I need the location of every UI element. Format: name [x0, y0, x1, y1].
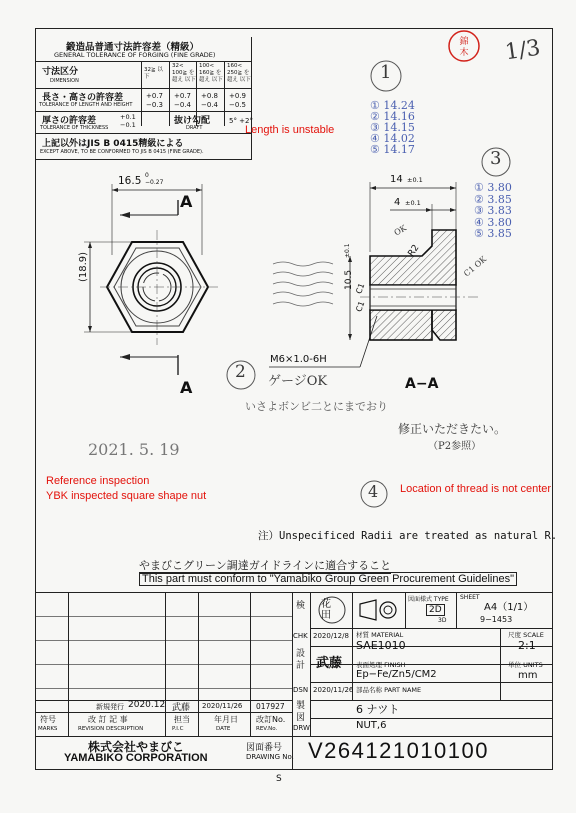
- tb-sheet-value: A4（1/1）: [484, 602, 534, 613]
- list3-item: ④ 3.80: [474, 215, 512, 229]
- tb-new-issue: 新規発行: [96, 703, 124, 711]
- fillet-ok-note: C1 OK: [462, 254, 489, 279]
- section-label: A−A: [405, 376, 439, 392]
- section-letter-top: A: [180, 192, 193, 211]
- list1-item: ③ 14.15: [370, 121, 415, 134]
- tb-col-revno-en: REV.No.: [256, 726, 278, 732]
- note-jp: 上記以外はJIS B 0415精級による: [42, 139, 184, 149]
- tb-col-date-en: DATE: [216, 726, 231, 732]
- svg-text:錦: 錦: [459, 37, 469, 47]
- approval-stamp-text: 花田: [321, 599, 331, 621]
- note-en: EXCEPT ABOVE, TO BE CONFORMED TO JIS B 0415 (FINE GRADE).: [40, 149, 204, 155]
- measurement-list-1: [370, 100, 415, 155]
- tb-partname-jp: 6 ナツト: [356, 703, 400, 716]
- thickness-label-jp: 厚さの許容差: [42, 116, 97, 126]
- tb-partname-en: NUT,6: [356, 720, 387, 731]
- circle-number-1: 1: [380, 62, 392, 83]
- thread-label: M6×1.0-6H: [270, 354, 327, 365]
- tb-partname-label: 部品名称 PART NAME: [356, 686, 422, 694]
- dim-dia: 10.5: [344, 269, 354, 290]
- tb-chk: CHK: [293, 632, 308, 640]
- tb-scale: 2:1: [518, 639, 536, 652]
- tb-col-person-en: P.I.C: [172, 726, 184, 732]
- list1-item: ② 14.16: [370, 110, 415, 123]
- dim-width: 16.5: [118, 175, 142, 187]
- note-fix: 修正いただきたい。: [398, 422, 507, 436]
- company-name-jp: 株式会社やまびこ: [88, 740, 185, 754]
- tb-dsn: DSN: [293, 686, 309, 694]
- length-unstable-note: Length is unstable: [245, 124, 335, 136]
- dim-flange-tol: ±0.1: [405, 199, 421, 207]
- tb-col-revno-jp: 改訂No.: [256, 715, 286, 724]
- tb-type-2d: 2D: [426, 604, 445, 616]
- tb-drw: DRW: [293, 724, 310, 732]
- tb-dsn-date: 2020/11/26: [313, 686, 354, 694]
- tb-material: SAE1010: [356, 639, 406, 652]
- chamfer-1: C1: [354, 281, 367, 296]
- col-header-1: 32≧ 以下: [144, 67, 163, 80]
- ok-note: OK: [392, 223, 408, 238]
- tolerance-title-en: GENERAL TOLERANCE OF FORGING (FINE GRADE): [54, 51, 216, 59]
- company-name-en: YAMABIKO CORPORATION: [64, 752, 208, 764]
- tb-col-mark-en: MARKS: [38, 726, 58, 732]
- tb-type-label: 図面様式 TYPE: [408, 596, 449, 603]
- tb-sheet-code: 9−1453: [480, 615, 513, 624]
- dim-height: (18.9): [78, 251, 89, 282]
- dimension-label-jp: 寸法区分: [42, 67, 79, 77]
- tb-kentou: 検: [296, 601, 306, 611]
- circle-number-2: 2: [235, 362, 246, 382]
- thickness-label-en: TOLERANCE OF THICKNESS: [40, 125, 109, 131]
- list3-item: ① 3.80: [474, 181, 512, 194]
- note-handwritten-2: いさよボンビ二とにまでおり: [245, 400, 388, 413]
- length-label-en: TOLERANCE OF LENGTH AND HEIGHT: [39, 102, 133, 108]
- handwritten-scribble: [268, 258, 338, 323]
- dimension-label-en: DIMENSION: [50, 78, 79, 84]
- note-gauge-ok: ゲージOK: [268, 374, 328, 389]
- tb-col-desc-jp: 改 訂 記 事: [88, 715, 128, 724]
- radii-note: 注）Unspecificed Radii are treated as natural R.: [258, 530, 558, 542]
- list1-item: ⑤ 14.17: [370, 143, 415, 156]
- tb-col-desc-en: REVISION DESCRIPTION: [78, 726, 144, 732]
- seal-stamp: [446, 28, 482, 64]
- drawing-no-label-en: DRAWING No.: [246, 753, 294, 761]
- list1-item: ④ 14.02: [370, 132, 415, 145]
- tb-units: mm: [518, 670, 538, 681]
- tb-rev-no: 017927: [256, 702, 285, 711]
- handwritten-date: 2021. 5. 19: [88, 440, 180, 459]
- note-fix-ref: （P2参照）: [428, 441, 482, 452]
- circle-number-4: 4: [368, 482, 379, 501]
- projection-symbol: [356, 598, 402, 622]
- list3-item: ② 3.85: [474, 192, 512, 206]
- tb-finish-label: 表面処理 FINISH: [356, 661, 406, 669]
- green-note-en: This part must conform to "Yamabiko Group Green Procurement Guidelines": [139, 572, 517, 586]
- ybk-inspected-note: YBK inspected square shape nut: [46, 490, 207, 502]
- tb-sheet-label: SHEET: [460, 594, 480, 601]
- tb-finish: Ep−Fe/Zn5/CM2: [356, 669, 437, 680]
- tb-scale-label: 尺度 SCALE: [508, 631, 544, 639]
- list3-item: ③ 3.83: [474, 204, 512, 217]
- tolerance-title-jp: 鍛造品普通寸法許容差（精級）: [66, 42, 200, 53]
- list3-item: ⑤ 3.85: [474, 227, 512, 240]
- col-header-4: 160< 250≧ を超え 以下: [227, 63, 251, 83]
- col-header-2: 32< 100≧ を超え 以下: [172, 63, 196, 83]
- tb-rev-date: 2020/11/26: [202, 702, 243, 710]
- tb-new-date: 2020.12: [128, 700, 166, 710]
- col-header-3: 100< 160≧ を超え 以下: [199, 63, 223, 83]
- tb-units-label: 単位 UNITS: [508, 661, 543, 669]
- tb-col-date-jp: 年月日: [214, 715, 238, 724]
- length-label-jp: 長さ・高さの許容差: [42, 93, 124, 103]
- tb-new-name: 武藤: [172, 703, 191, 713]
- tb-seizu: 製図: [296, 701, 306, 723]
- green-note-jp: やまびこグリーン調達ガイドラインに適合すること: [139, 559, 392, 572]
- chamfer-2: C1: [354, 299, 367, 314]
- tb-sekkei: 設計: [296, 649, 306, 671]
- dim-flange: 4: [394, 197, 401, 208]
- reference-inspection-note: Reference inspection: [46, 475, 150, 487]
- dim-width-tol: 0 −0.27: [145, 172, 164, 186]
- section-letter-bottom: A: [180, 378, 193, 397]
- radius-label: R2: [406, 243, 422, 259]
- list1-item: ① 14.24: [370, 99, 415, 112]
- tb-chk-date: 2020/12/8: [313, 632, 349, 640]
- draft-label-en: DRAFT: [186, 125, 203, 131]
- svg-text:木: 木: [459, 48, 469, 58]
- tb-designer: 武藤: [316, 656, 343, 671]
- length-value-3: +0.8 −0.4: [201, 92, 218, 109]
- length-value-1: +0.7 −0.3: [146, 92, 163, 109]
- length-value-2: +0.7 −0.4: [174, 92, 191, 109]
- tb-type-3d: 3D: [438, 617, 447, 624]
- length-value-4: +0.9 −0.5: [229, 92, 246, 109]
- circle-number-3: 3: [490, 148, 502, 169]
- thickness-value: +0.1 −0.1: [120, 113, 136, 129]
- dim-length: 14: [390, 174, 403, 185]
- thread-not-center-note: Location of thread is not center: [400, 483, 552, 495]
- drawing-number: V264121010100: [308, 738, 489, 763]
- draft-value: 5° +2°: [229, 117, 253, 125]
- tb-material-label: 材質 MATERIAL: [356, 631, 404, 639]
- tolerance-table: [36, 37, 252, 160]
- footer-letter: S: [276, 774, 282, 784]
- page-fraction: 1/3: [503, 35, 542, 66]
- drawing-no-label-jp: 図面番号: [246, 743, 283, 753]
- tb-col-mark-jp: 符号: [40, 715, 56, 724]
- dim-dia-tol: ±0.1: [344, 243, 351, 258]
- draft-label-jp: 抜け勾配: [174, 116, 211, 126]
- tb-col-person-jp: 担当: [174, 715, 190, 724]
- dim-length-tol: ±0.1: [407, 176, 423, 184]
